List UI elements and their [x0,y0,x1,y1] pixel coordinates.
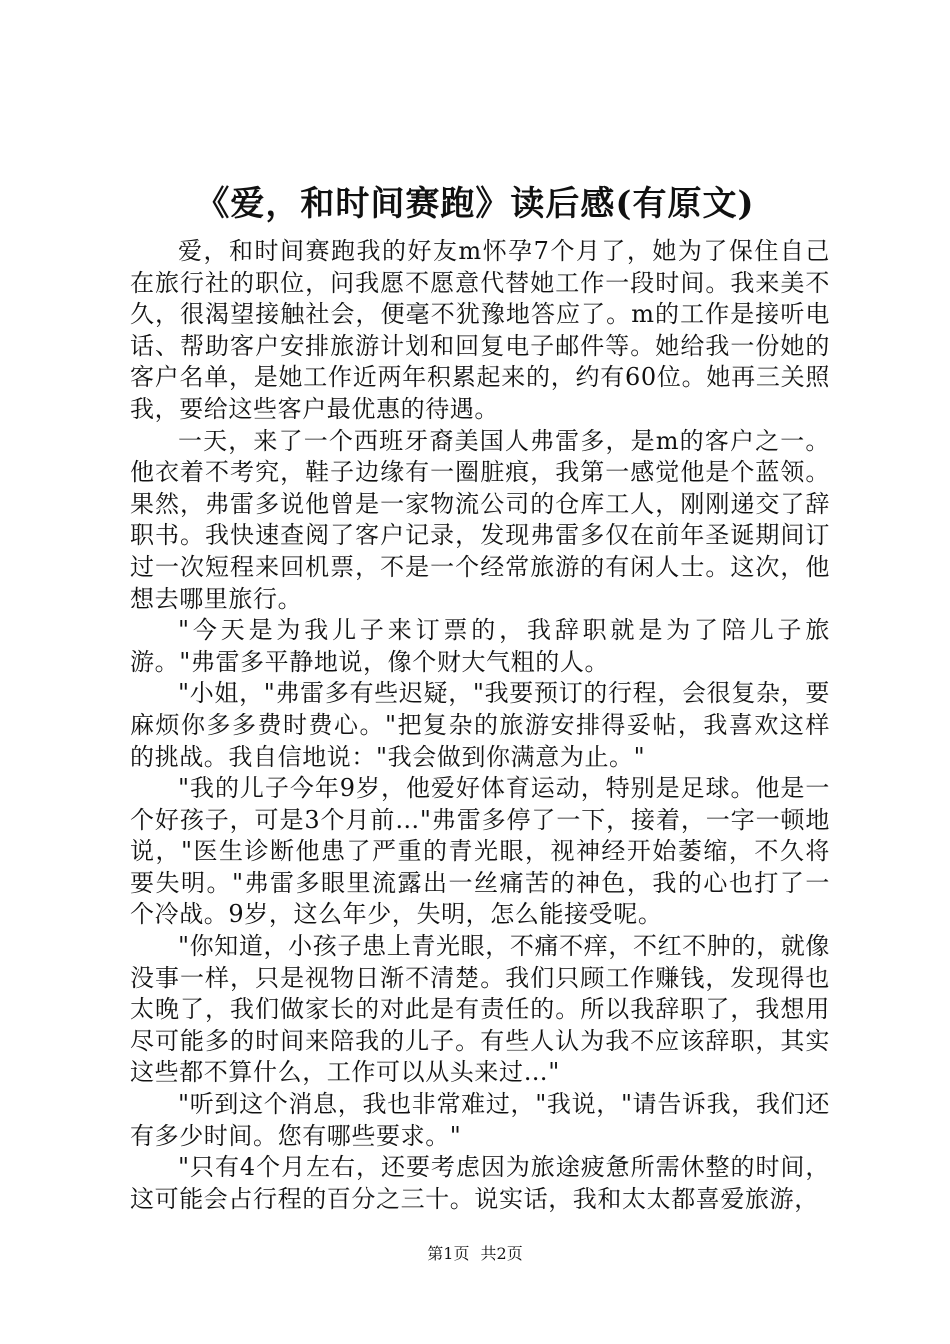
paragraph: "只有4个月左右，还要考虑因为旅途疲惫所需休整的时间，这可能会占行程的百分之三十。说实话，我和太太都喜爱旅游， [130,1153,830,1213]
paragraph: "小姐，"弗雷多有些迟疑，"我要预订的行程，会很复杂，要麻烦你多多费时费心。"把复杂的旅游安排得妥帖，我喜欢这样的挑战。我自信地说："我会做到你满意为止。" [130,679,830,771]
paragraph: 爱，和时间赛跑我的好友m怀孕7个月了，她为了保住自己在旅行社的职位，问我愿不愿意代替她工作一段时间。我来美不久，很渴望接触社会，便毫不犹豫地答应了。m的工作是接听电话、帮助客户安排旅游计划和回复电子邮件等。她给我一份她的客户名单，是她工作近两年积累起来的，约有60位。她再三关照我，要给这些客户最优惠的待遇。 [130,237,830,423]
document-body [130,236,830,1215]
page-number: 第1页 [427,1244,470,1263]
paragraph: "今天是为我儿子来订票的，我辞职就是为了陪儿子旅游。"弗雷多平静地说，像个财大气粗的人。 [130,616,830,676]
document-title: 《爱，和时间赛跑》读后感(有原文) [195,184,755,224]
paragraph: "我的儿子今年9岁，他爱好体育运动，特别是足球。他是一个好孩子，可是3个月前…"弗雷多停了一下，接着，一字一顿地说，"医生诊断他患了严重的青光眼，视神经开始萎缩，不久将要失明。"弗雷多眼里流露出一丝痛苦的神色，我的心也打了一个冷战。9岁，这么年少，失明，怎么能接受呢。 [130,774,830,929]
paragraph: 一天，来了一个西班牙裔美国人弗雷多，是m的客户之一。他衣着不考究，鞋子边缘有一圈脏痕，我第一感觉他是个蓝领。果然，弗雷多说他曾是一家物流公司的仓库工人，刚刚递交了辞职书。我快速查阅了客户记录，发现弗雷多仅在前年圣诞期间订过一次短程来回机票，不是一个经常旅游的有闲人士。这次，他想去哪里旅行。 [130,426,830,613]
paragraph: "听到这个消息，我也非常难过，"我说，"请告诉我，我们还有多少时间。您有哪些要求。" [130,1090,830,1150]
page-total: 共2页 [480,1244,523,1263]
page-footer [0,1244,950,1264]
paragraph: "你知道，小孩子患上青光眼，不痛不痒，不红不肿的，就像没事一样，只是视物日渐不清楚。我们只顾工作赚钱，发现得也太晚了，我们做家长的对此是有责任的。所以我辞职了，我想用尽可能多的时间来陪我的儿子。有些人认为我不应该辞职，其实这些都不算什么，工作可以从头来过…" [130,932,830,1087]
